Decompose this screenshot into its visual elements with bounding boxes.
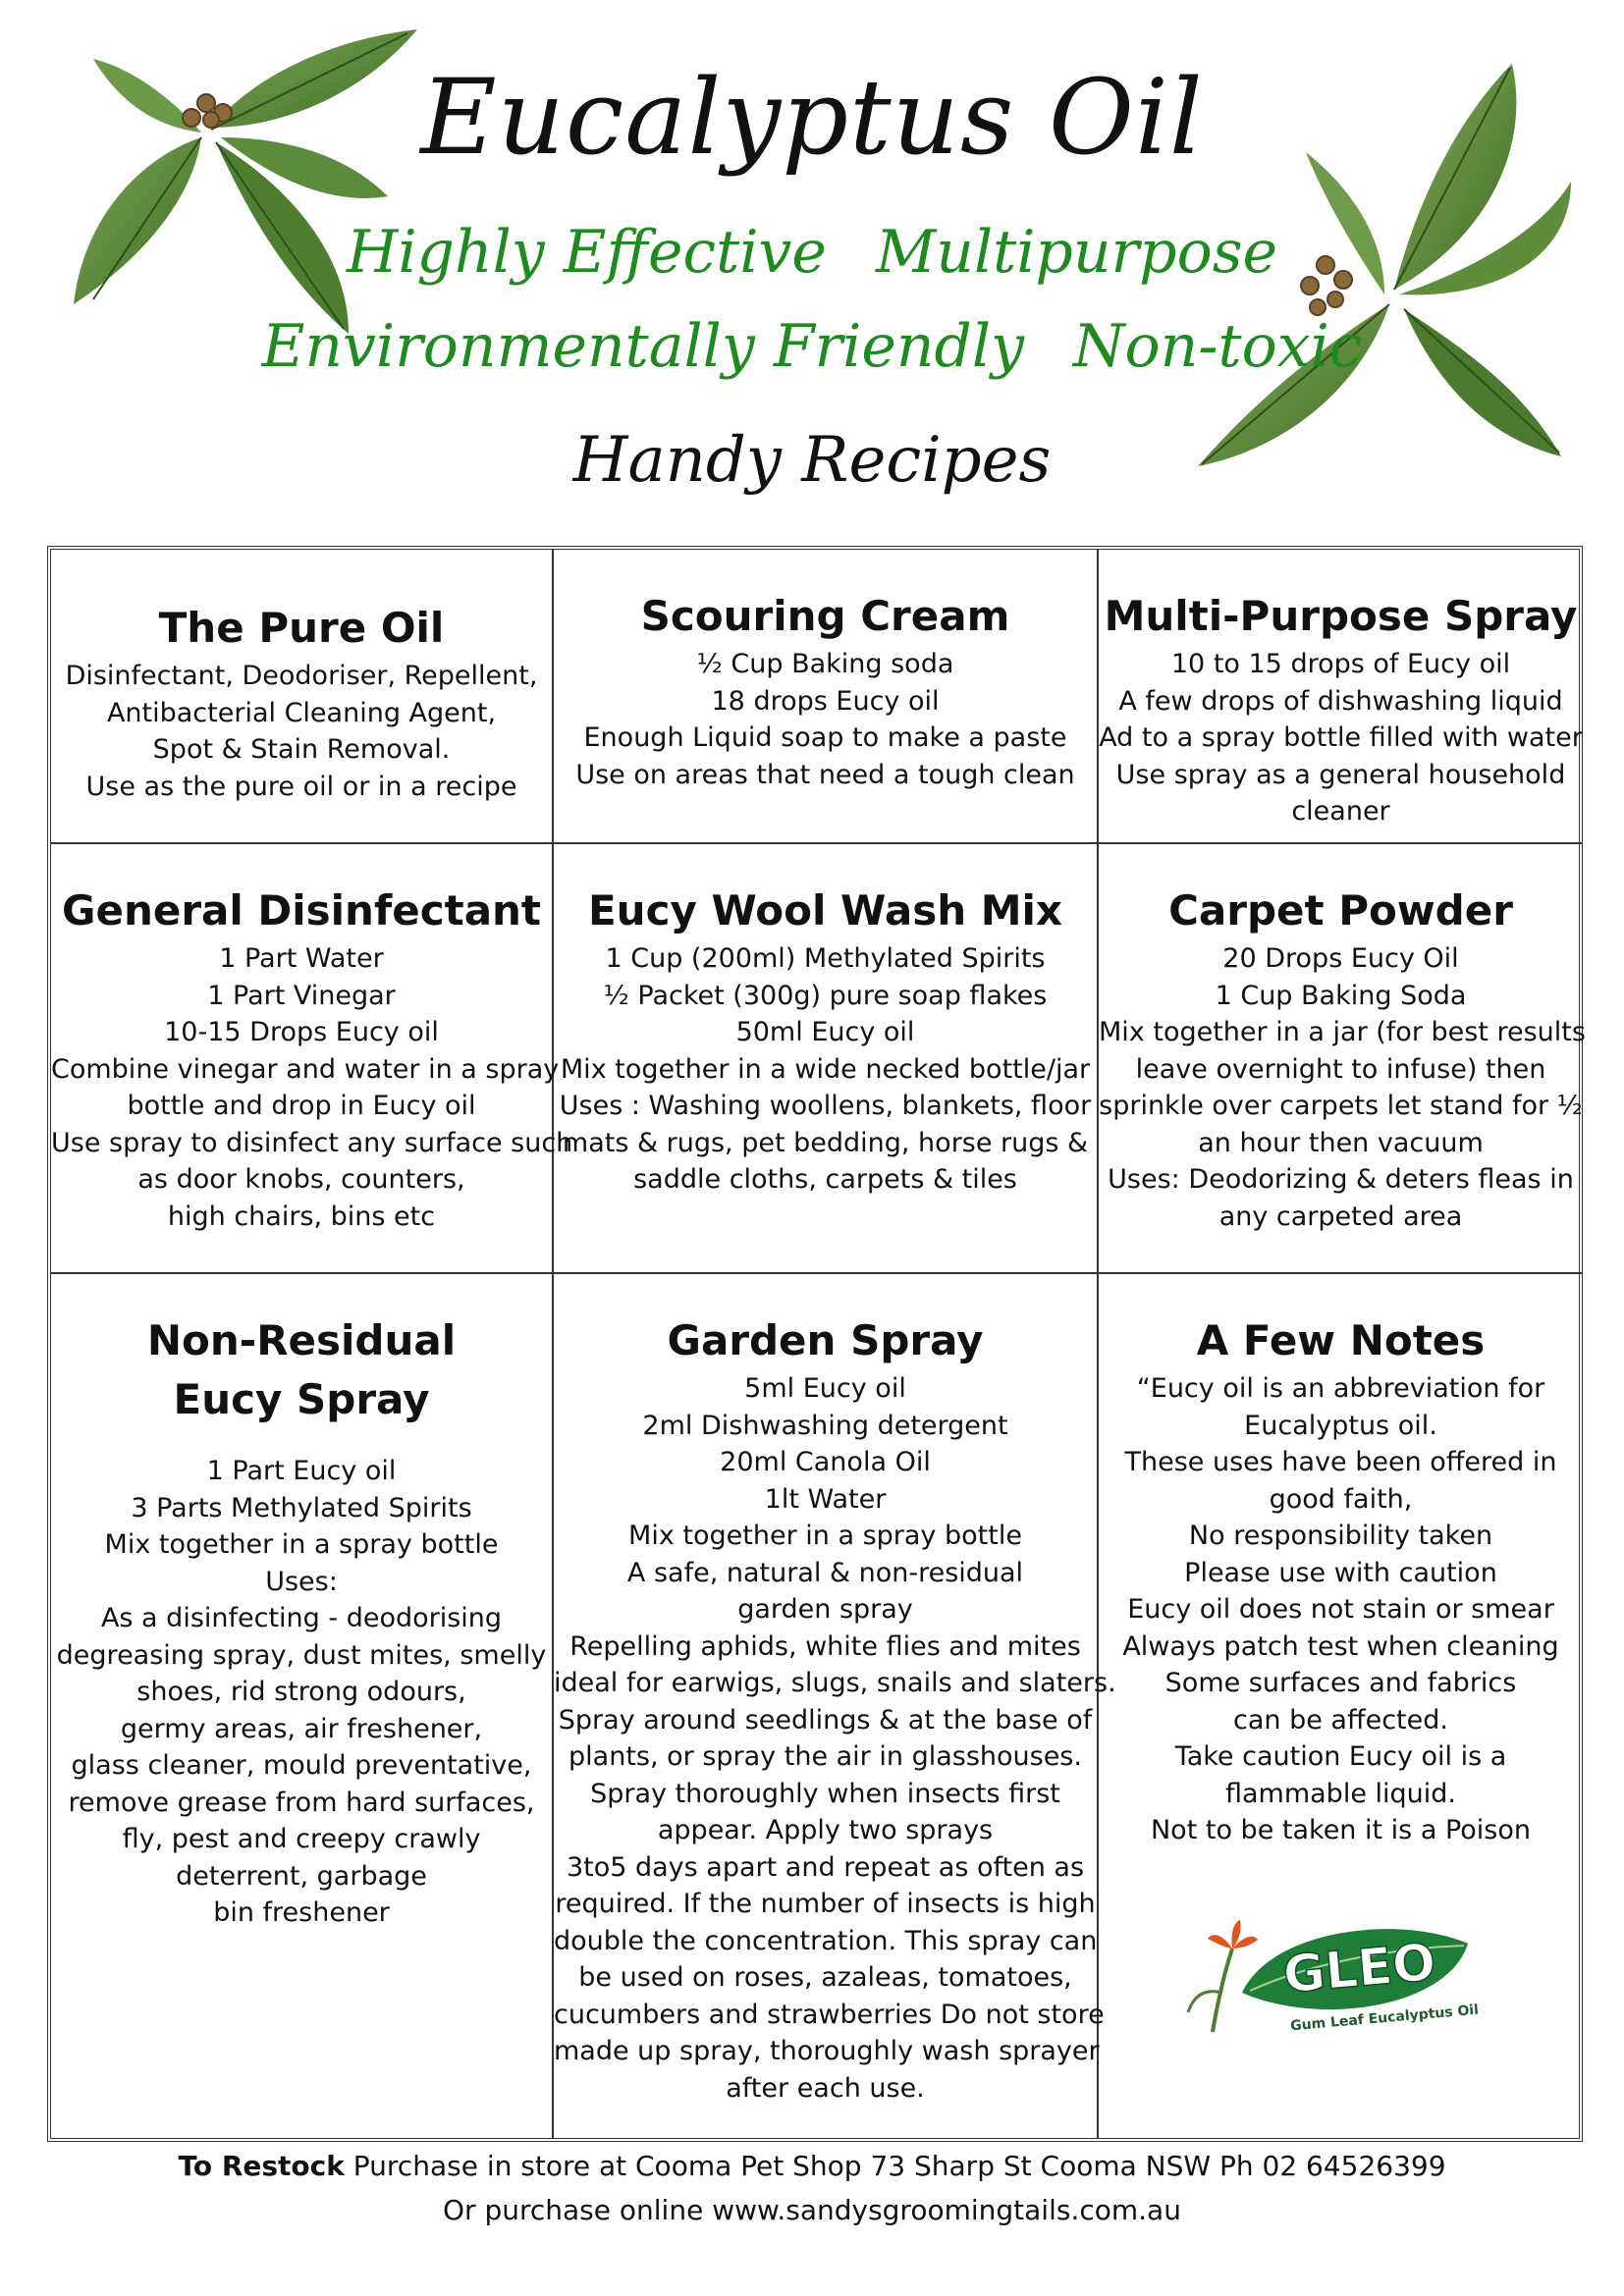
recipe-line: Use spray as a general household xyxy=(1115,759,1566,790)
recipe-card-eucy-wool-wash-mix xyxy=(554,844,1099,1274)
recipe-card-pure-oil xyxy=(51,550,554,844)
recipe-card-general-disinfectant xyxy=(51,844,573,1274)
tagline-multipurpose: Multipurpose xyxy=(875,218,1277,287)
notes-line: Please use with caution xyxy=(1184,1557,1497,1588)
recipe-line: leave overnight to infuse) then xyxy=(1135,1053,1546,1085)
notes-line: Not to be taken it is a Poison xyxy=(1150,1815,1531,1845)
notes-line: Always patch test when cleaning xyxy=(1122,1630,1559,1662)
recipe-line: Use spray to disinfect any surface such xyxy=(51,1127,573,1158)
footer-restock xyxy=(0,2150,1624,2182)
recipe-line: 3to5 days apart and repeat as often as xyxy=(566,1851,1085,1883)
recipe-line: deterrent, garbage xyxy=(176,1860,427,1892)
recipe-line: Mix together in a spray bottle xyxy=(628,1521,1022,1551)
logo-brand-text: GLEO xyxy=(1280,1933,1438,2005)
recipe-line: 1 Part Vinegar xyxy=(207,980,396,1011)
recipe-line: Spray around seedlings & at the base of xyxy=(558,1704,1093,1735)
notes-line: These uses have been offered in xyxy=(1124,1447,1557,1477)
recipe-line: As a disinfecting - deodorising xyxy=(100,1603,503,1633)
recipe-line: Enough Liquid soap to make a paste xyxy=(583,722,1067,753)
recipe-line: required. If the number of insects is high xyxy=(555,1889,1096,1919)
recipe-line: ideal for earwigs, slugs, snails and slaters. xyxy=(554,1668,1116,1698)
recipe-title: The Pure Oil xyxy=(158,604,445,652)
recipe-line: A safe, natural & non-residual xyxy=(626,1557,1024,1588)
recipe-line: Antibacterial Cleaning Agent, xyxy=(106,697,497,728)
recipe-title: Eucy Spray xyxy=(173,1375,430,1423)
recipe-line: bottle and drop in Eucy oil xyxy=(127,1091,476,1121)
recipe-line: 10-15 Drops Eucy oil xyxy=(164,1017,439,1047)
recipe-line: Spray thoroughly when insects first xyxy=(590,1778,1060,1809)
tagline-row-2 xyxy=(0,312,1624,381)
notes-line: flammable liquid. xyxy=(1224,1778,1456,1809)
tagline-highly-effective: Highly Effective xyxy=(347,218,827,287)
recipe-line: Combine vinegar and water in a spray xyxy=(51,1053,560,1085)
recipe-line: ½ Packet (300g) pure soap flakes xyxy=(603,980,1048,1011)
recipe-line: 5ml Eucy oil xyxy=(744,1373,906,1404)
recipe-line: mats & rugs, pet bedding, horse rugs & xyxy=(562,1127,1089,1158)
notes-line: can be affected. xyxy=(1233,1704,1448,1735)
recipe-title: General Disinfectant xyxy=(61,886,542,934)
recipe-line: appear. Apply two sprays xyxy=(657,1815,994,1845)
header xyxy=(0,0,1624,530)
tagline-non-toxic: Non-toxic xyxy=(1073,312,1363,381)
notes-line: No responsibility taken xyxy=(1188,1521,1493,1551)
recipe-line: Use on areas that need a tough clean xyxy=(575,759,1075,790)
recipe-line: cleaner xyxy=(1291,796,1390,827)
notes-line: Eucalyptus oil. xyxy=(1244,1410,1437,1441)
notes-line: Take caution Eucy oil is a xyxy=(1174,1741,1507,1772)
recipe-line: 18 drops Eucy oil xyxy=(711,685,940,717)
recipe-line: bin freshener xyxy=(213,1897,390,1928)
recipe-line: 20ml Canola Oil xyxy=(720,1447,931,1477)
recipe-card-garden-spray xyxy=(554,1274,1116,2138)
footer-online: Or purchase online www.sandysgroomingtails.com.au xyxy=(443,2194,1181,2226)
recipe-line: Uses: Deodorizing & deters fleas in xyxy=(1108,1164,1574,1195)
recipe-line: Spot & Stain Removal. xyxy=(152,734,451,765)
tagline-environmentally-friendly: Environmentally Friendly xyxy=(261,312,1024,381)
recipe-line: Use as the pure oil or in a recipe xyxy=(85,771,517,802)
recipe-line: Disinfectant, Deodoriser, Repellent, xyxy=(65,661,538,691)
recipe-line: Uses: xyxy=(265,1566,338,1597)
recipe-line: Uses : Washing woollens, blankets, floor xyxy=(559,1091,1092,1121)
page-subtitle: Handy Recipes xyxy=(572,424,1052,497)
recipe-title: Multi-Purpose Spray xyxy=(1104,592,1578,640)
recipe-line: be used on roses, azaleas, tomatoes, xyxy=(578,1962,1072,1993)
recipe-card-non-residual-eucy-spray xyxy=(51,1274,554,2138)
recipe-line: plants, or spray the air in glasshouses. xyxy=(568,1741,1082,1772)
recipe-line: saddle cloths, carpets & tiles xyxy=(633,1164,1017,1195)
recipe-line: fly, pest and creepy crawly xyxy=(122,1824,481,1854)
recipe-title: Carpet Powder xyxy=(1168,886,1513,934)
recipe-line: shoes, rid strong odours, xyxy=(136,1677,466,1707)
recipe-title: Non-Residual xyxy=(146,1316,457,1364)
recipe-line: made up spray, thoroughly wash sprayer xyxy=(554,2036,1100,2066)
recipe-line: Mix together in a wide necked bottle/jar xyxy=(560,1053,1091,1085)
recipe-line: Repelling aphids, white flies and mites xyxy=(569,1630,1081,1662)
recipe-line: sprinkle over carpets let stand for ½ xyxy=(1099,1091,1583,1121)
notes-title: A Few Notes xyxy=(1196,1316,1486,1364)
notes-line: “Eucy oil is an abbreviation for xyxy=(1136,1373,1545,1404)
recipe-title: Garden Spray xyxy=(667,1316,984,1364)
recipe-line: degreasing spray, dust mites, smelly xyxy=(56,1639,547,1671)
recipe-line: 10 to 15 drops of Eucy oil xyxy=(1170,649,1511,679)
restock-text: Purchase in store at Cooma Pet Shop 73 Sharp St Cooma NSW Ph 02 64526399 xyxy=(344,2150,1446,2182)
notes-line: good faith, xyxy=(1269,1483,1413,1515)
recipe-line: 1 Cup Baking Soda xyxy=(1215,980,1467,1011)
recipe-line: 1 Cup (200ml) Methylated Spirits xyxy=(605,943,1046,974)
recipe-line: garden spray xyxy=(737,1594,913,1625)
restock-label: To Restock xyxy=(178,2150,345,2182)
recipe-title: Eucy Wool Wash Mix xyxy=(587,886,1063,934)
recipes-grid xyxy=(47,546,1586,2142)
recipe-line: high chairs, bins etc xyxy=(167,1201,436,1232)
recipe-line: Mix together in a jar (for best results xyxy=(1099,1017,1586,1047)
recipe-line: Mix together in a spray bottle xyxy=(104,1529,499,1560)
recipe-line: double the concentration. This spray can xyxy=(554,1925,1098,1956)
recipe-line: 20 Drops Eucy Oil xyxy=(1222,943,1459,974)
recipe-card-scouring-cream xyxy=(554,550,1099,844)
recipe-line: any carpeted area xyxy=(1218,1201,1463,1232)
recipe-card-carpet-powder xyxy=(1099,844,1586,1274)
page-title: Eucalyptus Oil xyxy=(420,57,1204,178)
notes-line: Eucy oil does not stain or smear xyxy=(1127,1594,1554,1625)
recipe-line: as door knobs, counters, xyxy=(137,1164,465,1195)
recipe-line: 3 Parts Methylated Spirits xyxy=(131,1492,472,1523)
recipe-card-multi-purpose-spray xyxy=(1099,550,1583,844)
recipe-line: after each use. xyxy=(726,2072,925,2104)
logo-tagline-text: Gum Leaf Eucalyptus Oil xyxy=(1289,2002,1480,2035)
recipe-title: Scouring Cream xyxy=(640,592,1010,640)
recipe-line: 1 Part Eucy oil xyxy=(206,1456,397,1486)
recipe-line: germy areas, air freshener, xyxy=(120,1713,483,1744)
recipe-line: Ad to a spray bottle filled with water xyxy=(1099,722,1583,753)
recipe-line: 1lt Water xyxy=(764,1483,887,1515)
recipe-line: remove grease from hard surfaces, xyxy=(68,1787,535,1818)
recipe-line: 50ml Eucy oil xyxy=(735,1017,915,1047)
recipe-line: cucumbers and strawberries Do not store xyxy=(554,1999,1105,2030)
recipe-line: 1 Part Water xyxy=(219,943,384,974)
tagline-row-1 xyxy=(0,218,1624,287)
recipe-line: an hour then vacuum xyxy=(1198,1127,1484,1158)
notes-line: Some surfaces and fabrics xyxy=(1164,1668,1517,1698)
gleo-logo xyxy=(1173,1904,1488,2042)
recipe-line: A few drops of dishwashing liquid xyxy=(1118,685,1563,717)
recipe-line: glass cleaner, mould preventative, xyxy=(71,1750,532,1781)
recipe-line: 2ml Dishwashing detergent xyxy=(642,1410,1008,1441)
recipe-line: ½ Cup Baking soda xyxy=(696,649,954,679)
